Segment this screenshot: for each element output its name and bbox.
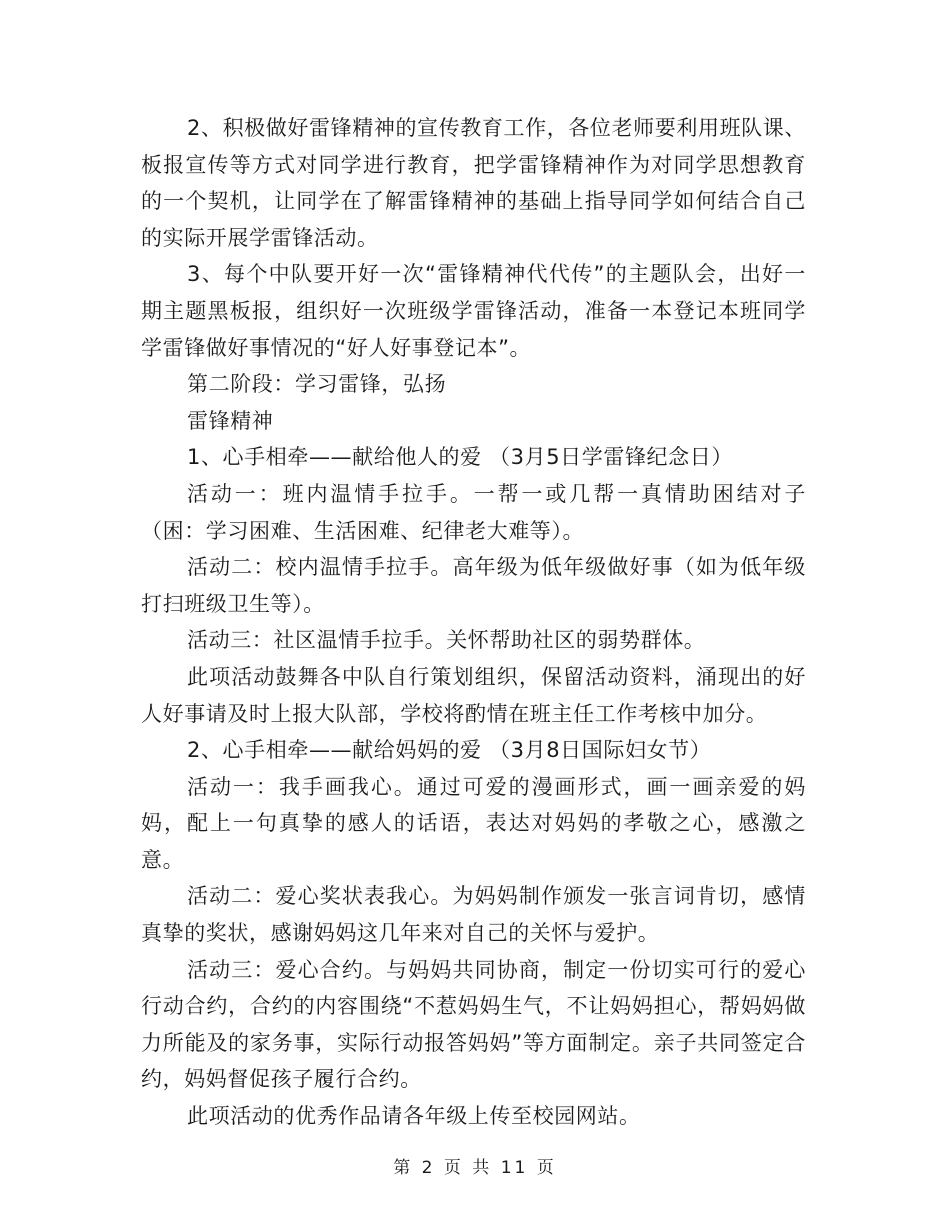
activity-2-paragraph: 活动二：校内温情手拉手。高年级为低年级做好事（如为低年级打扫班级卫生等）。 xyxy=(141,555,806,616)
section-2-heading: 2、心手相牵——献给妈妈的爱 （3月8日国际妇女节） xyxy=(187,738,712,763)
activity-3-paragraph: 活动三：社区温情手拉手。关怀帮助社区的弱势群体。 xyxy=(187,628,706,653)
stage-two-heading: 第二阶段：学习雷锋，弘扬 xyxy=(187,372,447,397)
section-1-heading: 1、心手相牵——献给他人的爱 （3月5日学雷锋纪念日） xyxy=(187,445,733,470)
section-2-note: 此项活动的优秀作品请各年级上传至校园网站。 xyxy=(187,1104,641,1129)
mother-activity-3-paragraph: 活动三：爱心合约。与妈妈共同协商，制定一份切实可行的爱心行动合约，合约的内容围绕“不惹妈妈生气，不让妈妈担心，帮妈妈做力所能及的家务事，实际行动报答妈妈”等方面制定。亲子共同签定合约，妈妈督促孩子履行合约。 xyxy=(141,957,806,1092)
stage-two-heading-continued: 雷锋精神 xyxy=(187,408,274,433)
page-number-footer: 第 2 页 共 11 页 xyxy=(393,1158,557,1178)
paragraph-item-2: 2、积极做好雷锋精神的宣传教育工作，各位老师要利用班队课、板报宣传等方式对同学进行教育，把学雷锋精神作为对同学思想教育的一个契机，让同学在了解雷锋精神的基础上指导同学如何结合自己的实际开展学雷锋活动。 xyxy=(141,116,806,250)
activity-1-paragraph: 活动一：班内温情手拉手。一帮一或几帮一真情助困结对子（困：学习困难、生活困难、纪律老大难等）。 xyxy=(141,481,806,543)
section-1-note: 此项活动鼓舞各中队自行策划组织，保留活动资料，涌现出的好人好事请及时上报大队部，学校将酌情在班主任工作考核中加分。 xyxy=(141,664,806,726)
paragraph-item-3: 3、每个中队要开好一次“雷锋精神代代传”的主题队会，出好一期主题黑板报，组织好一次班级学雷锋活动，准备一本登记本班同学学雷锋做好事情况的“好人好事登记本”。 xyxy=(141,262,806,360)
mother-activity-1-paragraph: 活动一：我手画我心。通过可爱的漫画形式，画一画亲爱的妈妈，配上一句真挚的感人的话语，表达对妈妈的孝敬之心，感激之意。 xyxy=(141,774,806,872)
mother-activity-2-paragraph: 活动二：爱心奖状表我心。为妈妈制作颁发一张言词肯切，感情真挚的奖状，感谢妈妈这几年来对自己的关怀与爱护。 xyxy=(141,884,806,946)
document-body xyxy=(141,110,806,1135)
